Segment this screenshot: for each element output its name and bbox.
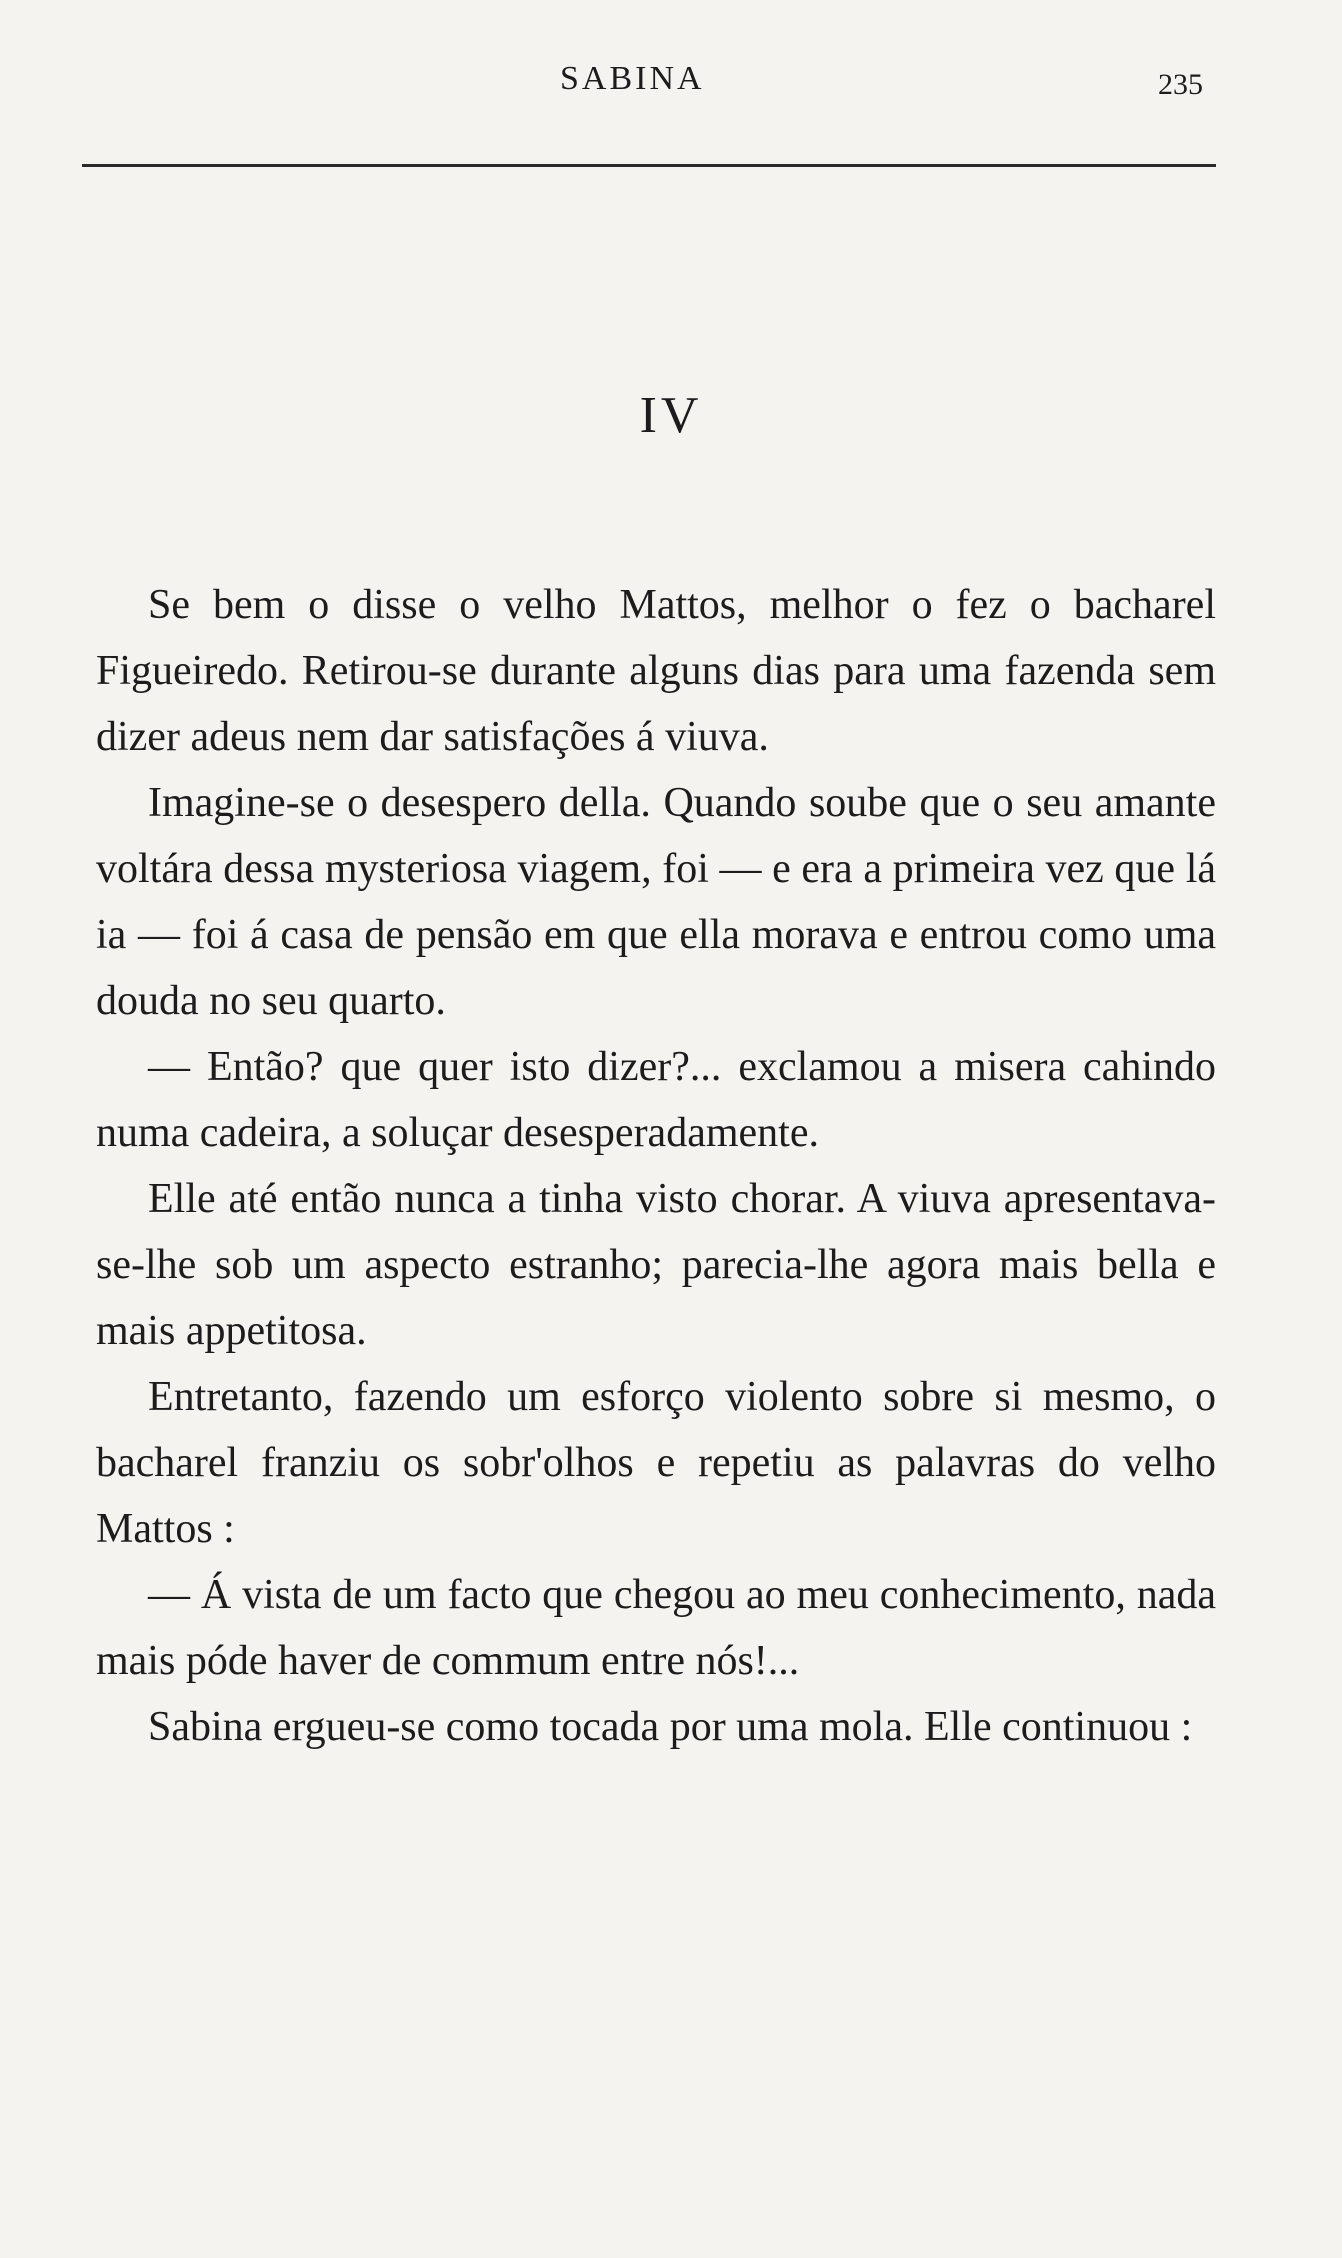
paragraph: Imagine-se o desespero della. Quando soube que o seu amante voltára dessa mysteriosa viagem, foi — e era a primeira vez que lá ia — foi á casa de pensão em que ella morava e entrou como uma douda no seu quarto. <box>96 780 1216 1024</box>
chapter-heading: IV <box>639 387 703 444</box>
paragraph: Sabina ergueu-se como tocada por uma mola. Elle continuou : <box>148 1704 1193 1750</box>
running-header-title: SABINA <box>560 60 705 97</box>
paragraph: Se bem o disse o velho Mattos, melhor o fez o bacharel Figueiredo. Retirou-se durante alguns dias para uma fazenda sem dizer adeus nem dar satisfações á viuva. <box>96 582 1216 760</box>
header-rule <box>82 164 1216 167</box>
body-text <box>96 572 1216 1760</box>
paragraph: Entretanto, fazendo um esforço violento sobre si mesmo, o bacharel franziu os sobr'olhos e repetiu as palavras do velho Mattos : <box>96 1374 1216 1552</box>
paragraph: — Á vista de um facto que chegou ao meu conhecimento, nada mais póde haver de commum entre nós!... <box>96 1572 1216 1684</box>
paragraph: — Então? que quer isto dizer?... exclamou a misera cahindo numa cadeira, a soluçar desesperadamente. <box>96 1044 1216 1156</box>
page-number: 235 <box>1158 68 1203 101</box>
paragraph: Elle até então nunca a tinha visto chorar. A viuva apresentava-se-lhe sob um aspecto estranho; parecia-lhe agora mais bella e mais appetitosa. <box>96 1176 1216 1354</box>
